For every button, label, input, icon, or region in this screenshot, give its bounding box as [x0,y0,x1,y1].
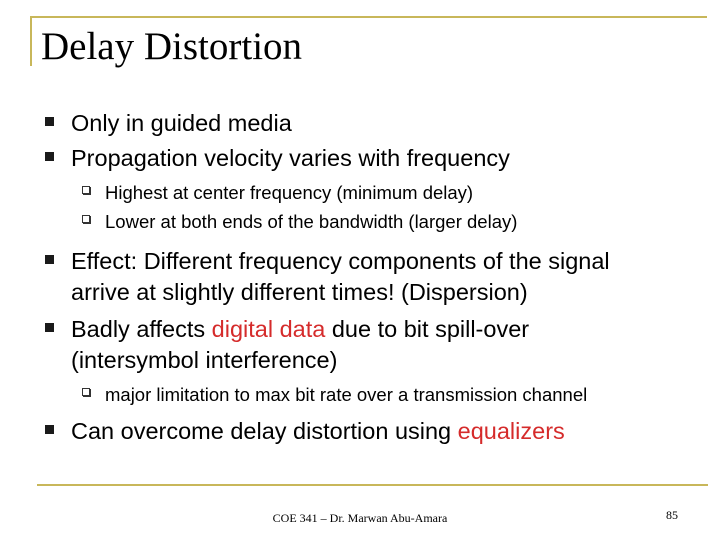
square-bullet-icon [45,117,54,126]
title-frame-left-rule [30,16,32,66]
bullet-text [71,246,681,308]
square-bullet-icon [45,152,54,161]
title-frame-top-rule [30,16,707,18]
bullet-text-segment: Can overcome delay distortion using [71,418,458,444]
footer-text: COE 341 – Dr. Marwan Abu-Amara [272,511,448,525]
hollow-square-bullet-icon [82,215,90,223]
bullet-text [71,416,681,447]
bullet-line: (intersymbol interference) [71,347,338,373]
sub-bullet-text: Lower at both ends of the bandwidth (larger delay) [105,211,518,232]
highlighted-term: digital data [211,316,326,342]
bullet-text: Only in guided media [71,110,292,136]
hollow-square-bullet-icon [82,388,90,396]
bullet-line: Effect: Different frequency components of the signal [71,248,610,274]
footer-rule [37,484,708,486]
bullet-text-segment: Badly affects [71,316,212,342]
sub-bullet-text: major limitation to max bit rate over a transmission channel [105,384,588,405]
bullet-text-segment: due to bit spill-over [325,316,530,342]
hollow-square-bullet-icon [82,186,90,194]
square-bullet-icon [45,425,54,434]
bullet-text: Propagation velocity varies with frequency [71,145,510,171]
slide-title: Delay Distortion [41,25,303,68]
highlighted-term: equalizers [457,418,565,444]
square-bullet-icon [45,323,54,332]
page-number: 85 [666,508,678,522]
square-bullet-icon [45,255,54,264]
bullet-line: arrive at slightly different times! (Dispersion) [71,279,528,305]
sub-bullet-text: Highest at center frequency (minimum delay) [105,182,474,203]
bullet-text [71,314,681,376]
